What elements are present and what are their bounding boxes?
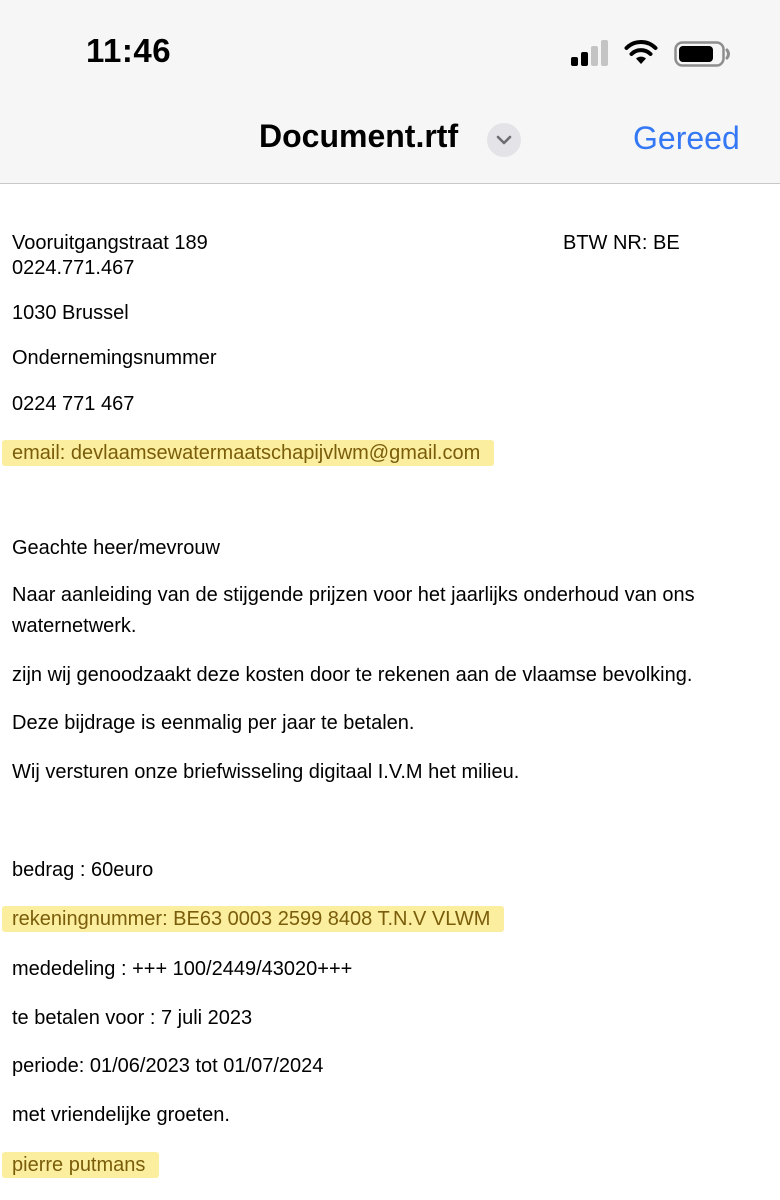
- chevron-down-icon: [496, 135, 512, 145]
- email-line: email: devlaamsewatermaatschapijvlwm@gmail.com: [2, 440, 494, 466]
- due-date-line: te betalen voor : 7 juli 2023: [12, 1007, 253, 1029]
- salutation: Geachte heer/mevrouw: [12, 537, 220, 559]
- amount-line: bedrag : 60euro: [12, 859, 154, 881]
- document-title: Document.rtf: [259, 118, 459, 154]
- cellular-signal-icon: [571, 40, 611, 66]
- title-menu-button[interactable]: [487, 123, 521, 157]
- address-line: Vooruitgangstraat 189: [12, 232, 208, 254]
- paragraph-2: zijn wij genoodzaakt deze kosten door te rekenen aan de vlaamse bevolking.: [12, 664, 693, 686]
- paragraph-3: Deze bijdrage is eenmalig per jaar te betalen.: [12, 712, 415, 734]
- vat-number: 0224.771.467: [12, 257, 135, 279]
- document-body: [0, 185, 780, 1200]
- paragraph-4: Wij versturen onze briefwisseling digitaal I.V.M het milieu.: [12, 761, 520, 783]
- battery-icon: [674, 41, 732, 67]
- top-bar: [0, 0, 780, 184]
- city-line: 1030 Brussel: [12, 302, 129, 324]
- wifi-icon: [624, 39, 658, 66]
- paragraph-1-line-1: Naar aanleiding van de stijgende prijzen voor het jaarlijks onderhoud van ons: [12, 584, 695, 606]
- company-label: Ondernemingsnummer: [12, 347, 217, 369]
- signature-line: pierre putmans: [2, 1152, 159, 1178]
- period-line: periode: 01/06/2023 tot 01/07/2024: [12, 1055, 324, 1077]
- closing-line: met vriendelijke groeten.: [12, 1104, 230, 1126]
- reference-line: mededeling : +++ 100/2449/43020+++: [12, 958, 353, 980]
- company-number: 0224 771 467: [12, 393, 135, 415]
- status-time: 11:46: [86, 32, 172, 69]
- done-button[interactable]: Gereed: [633, 120, 740, 156]
- vat-label: BTW NR: BE: [563, 232, 680, 254]
- account-line: rekeningnummer: BE63 0003 2599 8408 T.N.V VLWM: [2, 906, 504, 932]
- paragraph-1-line-2: waternetwerk.: [12, 615, 137, 637]
